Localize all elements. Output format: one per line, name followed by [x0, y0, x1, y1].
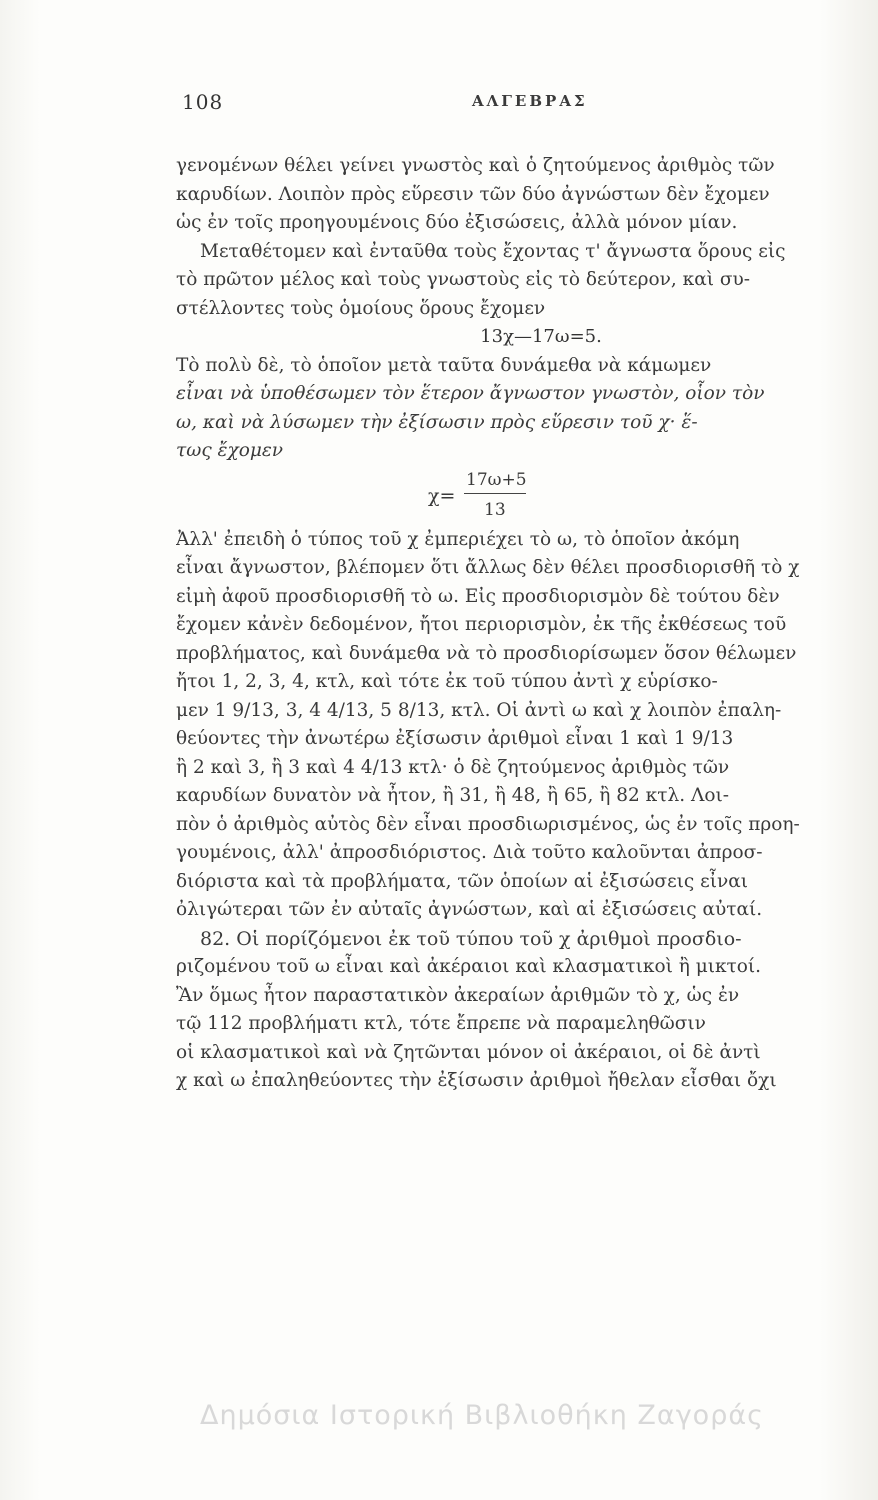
- text-line: γενομένων θέλει γείνει γνωστὸς καὶ ὁ ζητούμενος ἀριθμὸς τῶν: [176, 155, 775, 176]
- fraction-bar: [464, 493, 526, 494]
- text-line: ἔχομεν κἀνὲν δεδομένον, ἤτοι περιορισμὸν, ἐκ τῆς ἐκθέσεως τοῦ: [176, 614, 787, 635]
- text-line: Ἂν ὅμως ἦτον παραστατικὸν ἀκεραίων ἀριθμῶν τὸ χ, ὡς ἐν: [176, 984, 740, 1006]
- equation-1: 13χ—17ω=5.: [480, 326, 602, 347]
- text-line: γουμένοις, ἀλλ' ἀπροσδιόριστος. Διὰ τοῦτο καλοῦνται ἀπροσ-: [176, 842, 763, 863]
- fraction-numerator: 17ω+5: [466, 469, 527, 490]
- page-number: 108: [182, 90, 224, 114]
- text-line: ἤτοι 1, 2, 3, 4, κτλ, καὶ τότε ἐκ τοῦ τύπου ἀντὶ χ εὑρίσκο-: [176, 671, 718, 692]
- text-line: εἶναι νὰ ὑποθέσωμεν τὸν ἕτερον ἄγνωστον γνωστὸν, οἷον τὸν: [176, 383, 765, 404]
- running-title: ΑΛΓΕΒΡΑΣ: [472, 92, 588, 110]
- text-line: ριζομένου τοῦ ω εἶναι καὶ ἀκέραιοι καὶ κλασματικοὶ ἢ μικτοί.: [176, 956, 762, 977]
- text-line: εἶναι ἄγνωστον, βλέπομεν ὅτι ἄλλως δὲν θέλει προσδιορισθῆ τὸ χ: [176, 557, 800, 578]
- text-line: στέλλοντες τοὺς ὁμοίους ὅρους ἔχομεν: [176, 297, 546, 319]
- text-line: ἢ 2 καὶ 3, ἢ 3 καὶ 4 4/13 κτλ· ὁ δὲ ζητούμενος ἀριθμὸς τῶν: [176, 756, 730, 778]
- text-line: ω, καὶ νὰ λύσωμεν τὴν ἐξίσωσιν πρὸς εὕρεσιν τοῦ χ· ἕ-: [176, 411, 698, 433]
- text-line: θεύοντες τὴν ἀνωτέρω ἐξίσωσιν ἀριθμοὶ εἶναι 1 καὶ 1 9/13: [176, 728, 734, 749]
- text-line: προβλήματος, καὶ δυνάμεθα νὰ τὸ προσδιορίσωμεν ὅσον θέλωμεν: [176, 642, 797, 664]
- text-line: τὸ πρῶτον μέλος καὶ τοὺς γνωστοὺς εἰς τὸ δεύτερον, καὶ συ-: [176, 269, 750, 290]
- page-header: [182, 90, 862, 120]
- equation-2: [176, 466, 866, 526]
- text-line: διόριστα καὶ τὰ προβλήματα, τῶν ὁποίων αἱ ἐξισώσεις εἶναι: [176, 870, 748, 892]
- text-line: μεν 1 9/13, 3, 4 4/13, 5 8/13, κτλ. Οἱ ἀντὶ ω καὶ χ λοιπὸν ἐπαλη-: [176, 699, 782, 721]
- fraction-denominator: 13: [484, 499, 506, 520]
- text-line: πὸν ὁ ἀριθμὸς αὐτὸς δὲν εἶναι προσδιωρισμένος, ὡς ἐν τοῖς προη-: [176, 813, 800, 835]
- text-line: ὡς ἐν τοῖς προηγουμένοις δύο ἐξισώσεις, ἀλλὰ μόνον μίαν.: [176, 212, 738, 233]
- library-watermark: Δημόσια Ιστορική Βιβλιοθήκη Ζαγοράς: [200, 1400, 764, 1431]
- text-line: τως ἔχομεν: [176, 440, 284, 461]
- text-line: Τὸ πολὺ δὲ, τὸ ὁποῖον μετὰ ταῦτα δυνάμεθα νὰ κάμωμεν: [176, 354, 712, 376]
- text-line: Μεταθέτομεν καὶ ἐνταῦθα τοὺς ἔχοντας τ' ἄγνωστα ὅρους εἰς: [200, 240, 786, 262]
- text-line: χ καὶ ω ἐπαληθεύοντες τὴν ἐξίσωσιν ἀριθμοὶ ἤθελαν εἶσθαι ὄχι: [176, 1070, 777, 1091]
- text-line: οἱ κλασματικοὶ καὶ νὰ ζητῶνται μόνον οἱ ἀκέραιοι, οἱ δὲ ἀντὶ: [176, 1041, 761, 1063]
- text-line: τῷ 112 προβλήματι κτλ, τότε ἔπρεπε νὰ παραμεληθῶσιν: [176, 1013, 706, 1034]
- text-line: Ἀλλ' ἐπειδὴ ὁ τύπος τοῦ χ ἐμπεριέχει τὸ ω, τὸ ὁποῖον ἀκόμη: [176, 528, 740, 550]
- section-82-line: 82. Οἱ πορίζόμενοι ἐκ τοῦ τύπου τοῦ χ ἀριθμοὶ προσδιο-: [200, 927, 742, 950]
- text-line: εἰμὴ ἀφοῦ προσδιορισθῆ τὸ ω. Εἰς προσδιορισμὸν δὲ τούτου δὲν: [176, 585, 780, 607]
- page-body: [176, 152, 866, 1096]
- text-line: ὀλιγώτεραι τῶν ἐν αὐταῖς ἀγνώστων, καὶ αἱ ἐξισώσεις αὐταί.: [176, 899, 763, 920]
- equation-lhs: χ=: [428, 484, 456, 507]
- text-line: καρυδίων. Λοιπὸν πρὸς εὕρεσιν τῶν δύο ἀγνώστων δὲν ἔχομεν: [176, 183, 770, 205]
- text-line: καρυδίων δυνατὸν νὰ ἦτον, ἢ 31, ἢ 48, ἢ 65, ἢ 82 κτλ. Λοι-: [176, 785, 729, 806]
